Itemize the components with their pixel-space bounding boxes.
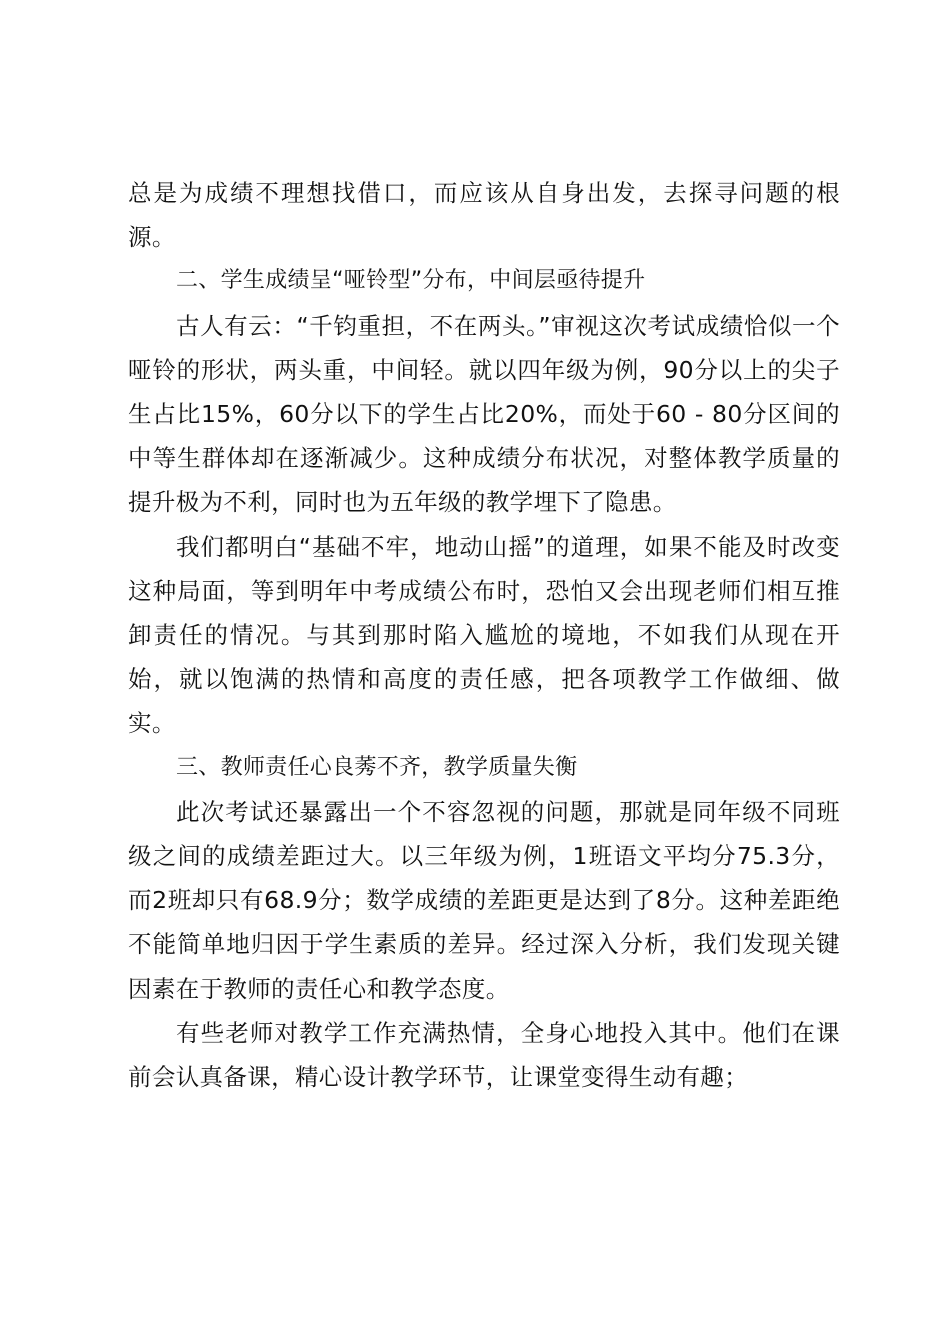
paragraph-continued: 总是为成绩不理想找借口，而应该从自身出发，去探寻问题的根源。 bbox=[128, 179, 840, 252]
paragraph-class-gap: 此次考试还暴露出一个不容忽视的问题，那就是同年级不同班级之间的成绩差距过大。以三年级为例，1班语文平均分75.3分，而2班却只有68.9分；数学成绩的差距更是达到了8分。这种差距绝不能简单地归因于学生素质的差异。经过深入分析，我们发现关键因素在于教师的责任心和教学态度。 bbox=[128, 797, 840, 1003]
section-heading-2: 二、学生成绩呈“哑铃型”分布，中间层亟待提升 bbox=[176, 268, 646, 294]
paragraph-dumbbell-distribution: 古人有云：“千钧重担，不在两头。”审视这次考试成绩恰似一个哑铃的形状，两头重，中间轻。就以四年级为例，90分以上的尖子生占比15%，60分以下的学生占比20%，而处于60 - 80分区间的中等生群体却在逐渐减少。这种成绩分布状况，对整体教学质量的提升极为不利，同时也为五年级的教学埋下了隐患。 bbox=[128, 311, 840, 517]
paragraph-foundation: 我们都明白“基础不牢，地动山摇”的道理，如果不能及时改变这种局面，等到明年中考成绩公布时，恐怕又会出现老师们相互推卸责任的情况。与其到那时陷入尴尬的境地，不如我们从现在开始，就以饱满的热情和高度的责任感，把各项教学工作做细、做实。 bbox=[128, 532, 840, 738]
section-heading-3: 三、教师责任心良莠不齐，教学质量失衡 bbox=[176, 754, 578, 780]
document-body bbox=[128, 171, 840, 1099]
paragraph-teacher-enthusiasm: 有些老师对教学工作充满热情，全身心地投入其中。他们在课前会认真备课，精心设计教学环节，让课堂变得生动有趣； bbox=[128, 1018, 840, 1092]
